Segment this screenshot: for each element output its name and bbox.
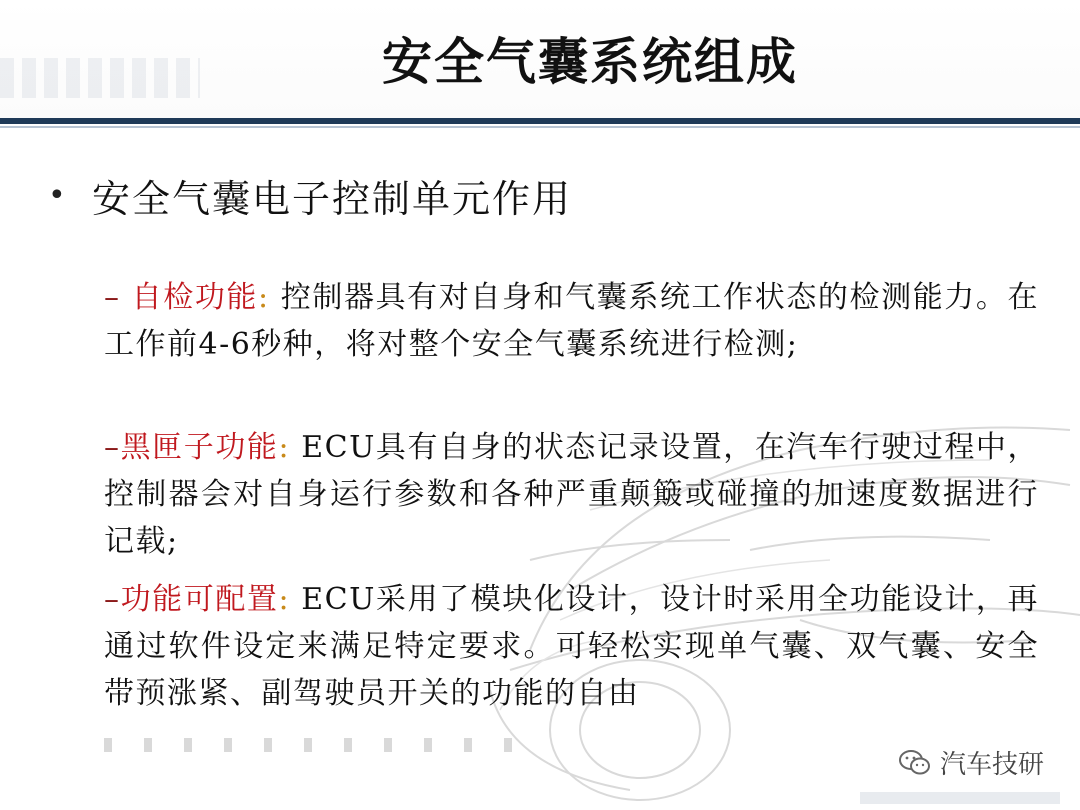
cut-off-text-line xyxy=(104,738,524,752)
watermark-text: 汽车技研 xyxy=(940,750,1045,780)
sub-colon: : xyxy=(278,430,291,465)
sub-item-configurable xyxy=(104,576,1039,717)
sub-dash: – xyxy=(104,582,121,617)
sub-keyword: 自检功能 xyxy=(131,280,259,315)
title-rule-dark xyxy=(0,118,1080,124)
bullet-text: 安全气囊电子控制单元作用 xyxy=(92,177,573,221)
sub-text: ECU采用了模块化设计，设计时采用全功能设计，再通过软件设定来满足特定要求。可轻松实现单气囊、双气囊、安全带预涨紧、副驾驶员开关的功能的自由 xyxy=(104,582,1040,711)
sub-text: 控制器具有对自身和气囊系统工作状态的检测能力。在工作前4-6秒种，将对整个安全气囊系统进行检测; xyxy=(104,280,1039,362)
slide-title: 安全气囊系统组成 xyxy=(382,33,798,91)
sub-colon: : xyxy=(278,582,291,617)
main-bullet xyxy=(48,168,572,223)
sub-keyword: 黑匣子功能 xyxy=(120,430,279,465)
slide-header xyxy=(0,0,1080,118)
sub-item-self-check xyxy=(104,274,1039,368)
sub-text: ECU具有自身的状态记录设置，在汽车行驶过程中，控制器会对自身运行参数和各种严重颠簸或碰撞的加速度数据进行记载; xyxy=(104,430,1040,559)
sub-dash: – xyxy=(104,430,121,465)
sub-keyword: 功能可配置 xyxy=(120,582,279,617)
title-rule-light xyxy=(0,126,1080,128)
sub-dash: – xyxy=(104,280,121,315)
sub-colon: : xyxy=(258,280,270,315)
sub-item-black-box xyxy=(104,424,1039,565)
footer-faint-logo xyxy=(860,792,1060,804)
wechat-icon xyxy=(898,748,932,778)
watermark xyxy=(898,744,1044,781)
bullet-dot-icon: • xyxy=(48,178,66,213)
